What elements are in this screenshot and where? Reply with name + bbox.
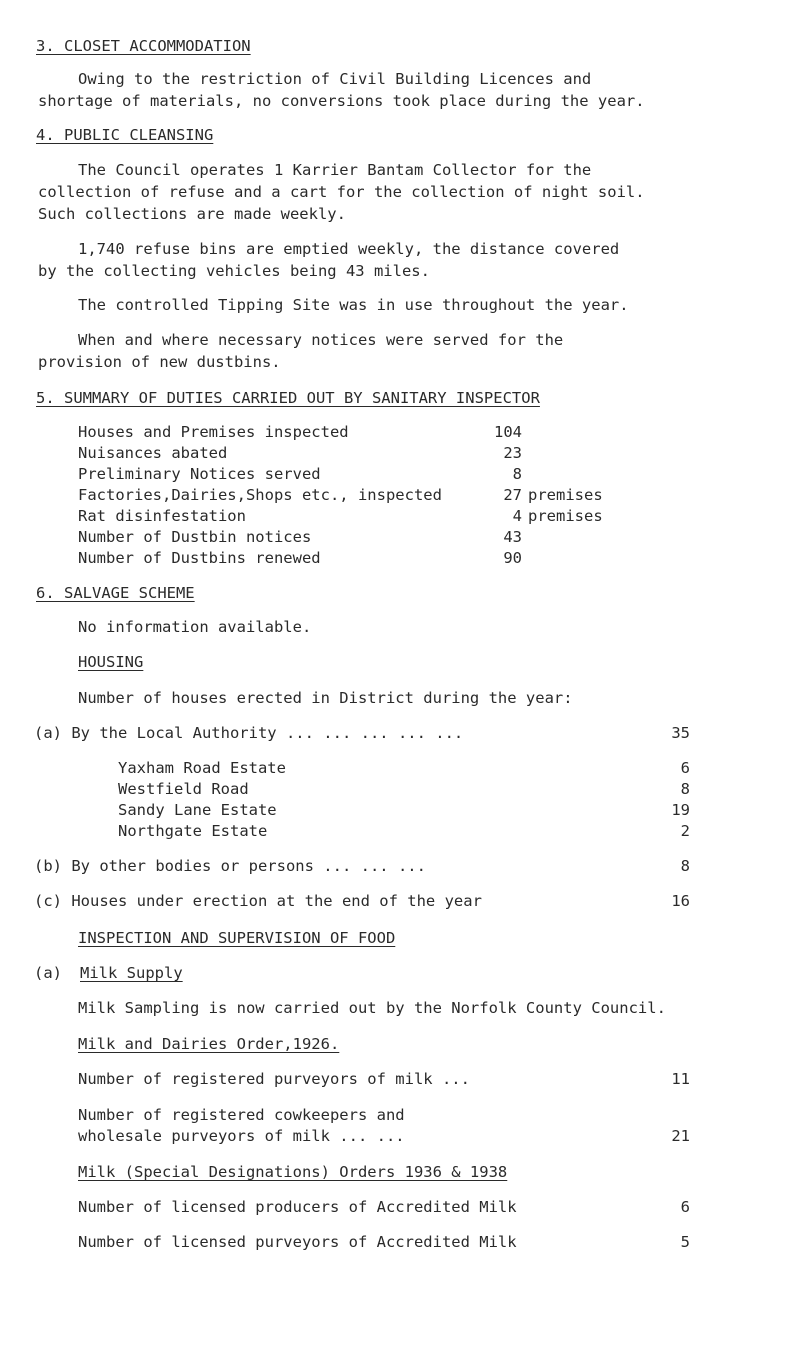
section-6-text: No information available. [78, 618, 312, 636]
table-row [0, 549, 800, 569]
housing-b-value: 8 [680, 857, 690, 875]
table-row [0, 507, 800, 527]
estate-value: 2 [680, 822, 690, 840]
accredited-producers-label: Number of licensed producers of Accredited Milk [78, 1198, 517, 1216]
section-4-para-4-line-1: When and where necessary notices were served for the [78, 331, 564, 349]
purveyors-label: Number of registered purveyors of milk ... [78, 1070, 470, 1088]
housing-c-value: 16 [671, 892, 690, 910]
section-3-heading: 3. CLOSET ACCOMMODATION [36, 37, 251, 55]
section-4-para-2-line-1: 1,740 refuse bins are emptied weekly, the distance covered [78, 240, 620, 258]
row-label: Nuisances abated [78, 444, 228, 462]
row-unit: premises [528, 486, 603, 504]
housing-heading: HOUSING [78, 653, 144, 671]
row-value: 8 [512, 465, 522, 483]
row-label: Rat disinfestation [78, 507, 246, 525]
row-label: Number of Dustbin notices [78, 528, 312, 546]
cowkeepers-label-line-2: wholesale purveyors of milk ... ... [78, 1127, 405, 1145]
milk-sampling-text: Milk Sampling is now carried out by the Norfolk County Council. [78, 999, 666, 1017]
section-4-para-2-line-2: by the collecting vehicles being 43 miles. [38, 262, 430, 280]
section-4-para-3: The controlled Tipping Site was in use throughout the year. [78, 296, 629, 314]
row-value: 27 [503, 486, 522, 504]
cowkeepers-label-line-1: Number of registered cowkeepers and [78, 1106, 405, 1124]
housing-a-value: 35 [671, 724, 690, 742]
row-value: 23 [503, 444, 522, 462]
section-4-heading: 4. PUBLIC CLEANSING [36, 126, 214, 144]
food-a-marker: (a) [34, 964, 62, 982]
housing-intro: Number of houses erected in District during the year: [78, 689, 573, 707]
table-row [0, 528, 800, 548]
row-label: Preliminary Notices served [78, 465, 321, 483]
row-label: Factories,Dairies,Shops etc., inspected [78, 486, 442, 504]
cowkeepers-value: 21 [671, 1127, 690, 1145]
row-value: 4 [512, 507, 522, 525]
row-label: Houses and Premises inspected [78, 423, 349, 441]
section-4-para-1-line-2: collection of refuse and a cart for the collection of night soil. [38, 183, 645, 201]
section-4-para-4-line-2: provision of new dustbins. [38, 353, 281, 371]
milk-supply-title: Milk Supply [80, 964, 183, 982]
section-5-heading: 5. SUMMARY OF DUTIES CARRIED OUT BY SANITARY INSPECTOR [36, 389, 540, 407]
section-4-para-1-line-3: Such collections are made weekly. [38, 205, 346, 223]
purveyors-value: 11 [671, 1070, 690, 1088]
table-row [0, 465, 800, 485]
row-value: 43 [503, 528, 522, 546]
row-value: 90 [503, 549, 522, 567]
estate-value: 8 [680, 780, 690, 798]
estate-name: Westfield Road [118, 780, 249, 798]
table-row [0, 423, 800, 443]
housing-a-label: (a) By the Local Authority ... ... ... ... ... [34, 724, 464, 742]
accredited-purveyors-label: Number of licensed purveyors of Accredited Milk [78, 1233, 517, 1251]
section-4-para-1-line-1: The Council operates 1 Karrier Bantam Collector for the [78, 161, 592, 179]
milk-dairies-order-heading: Milk and Dairies Order,1926. [78, 1035, 340, 1053]
housing-c-label: (c) Houses under erection at the end of the year [34, 892, 482, 910]
section-6-heading: 6. SALVAGE SCHEME [36, 584, 195, 602]
estate-name: Northgate Estate [118, 822, 268, 840]
food-heading: INSPECTION AND SUPERVISION OF FOOD [78, 929, 396, 947]
estate-name: Sandy Lane Estate [118, 801, 277, 819]
row-value: 104 [494, 423, 522, 441]
inspector-summary-table [0, 423, 800, 573]
accredited-producers-value: 6 [680, 1198, 690, 1216]
row-label: Number of Dustbins renewed [78, 549, 321, 567]
table-row [0, 444, 800, 464]
estate-value: 6 [680, 759, 690, 777]
section-3-text-line-1: Owing to the restriction of Civil Building Licences and [78, 70, 592, 88]
special-designations-heading: Milk (Special Designations) Orders 1936 & 1938 [78, 1163, 508, 1181]
accredited-purveyors-value: 5 [680, 1233, 690, 1251]
row-unit: premises [528, 507, 603, 525]
table-row [0, 486, 800, 506]
estate-value: 19 [671, 801, 690, 819]
section-3-text-line-2: shortage of materials, no conversions took place during the year. [38, 92, 645, 110]
estate-name: Yaxham Road Estate [118, 759, 286, 777]
housing-b-label: (b) By other bodies or persons ... ... ... [34, 857, 426, 875]
